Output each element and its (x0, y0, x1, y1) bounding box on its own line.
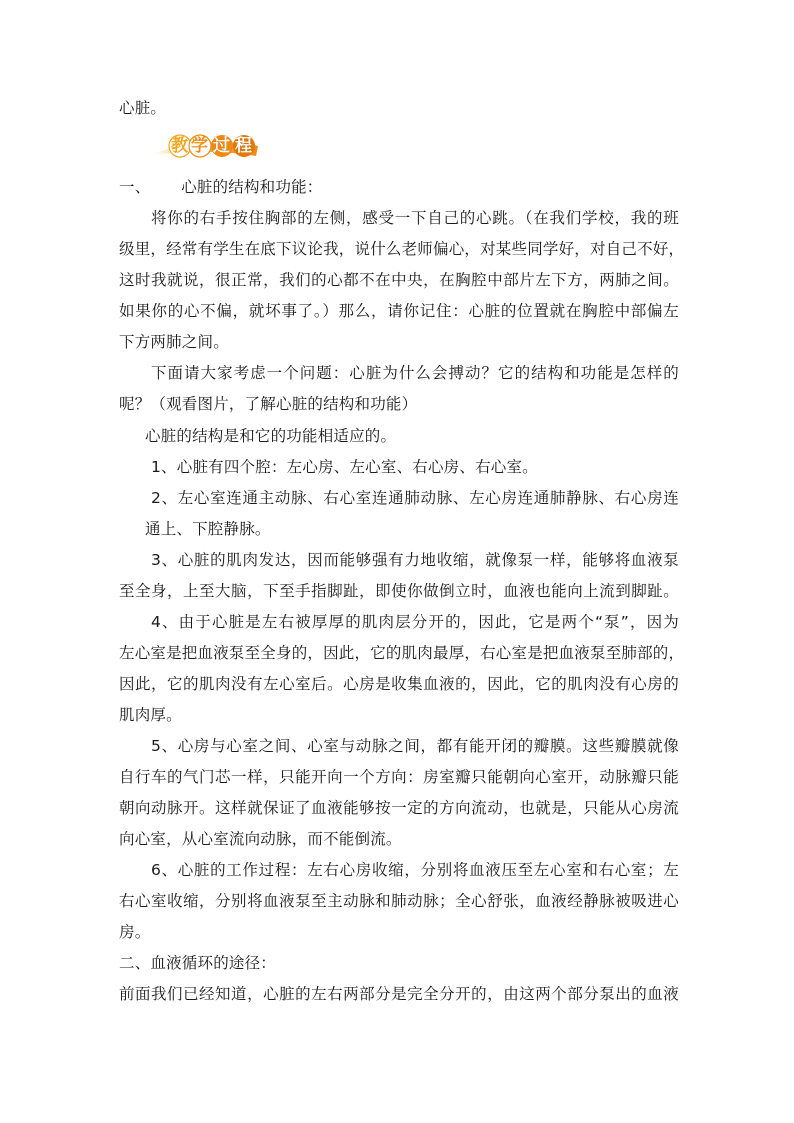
text-line: 向心室，从心室流向动脉，而不能倒流。 (119, 830, 402, 848)
section-heading: 二、血液循环的途径： (119, 954, 277, 972)
text-line: 这时我就说，很正常，我们的心都不在中央，在胸腔中部片左下方，两肺之间。 (119, 271, 679, 289)
text-line: 将你的右手按住胸部的左侧，感受一下自己的心跳。（在我们学校，我的班 (151, 209, 679, 227)
text-line: 级里，经常有学生在底下议论我，说什么老师偏心，对某些同学好，对自己不好， (119, 240, 685, 258)
text-line: 通上、下腔静脉。 (145, 520, 271, 538)
text-line: 房。 (119, 923, 151, 941)
text-line: 至全身，上至大脑，下至手指脚趾，即使你做倒立时，血液也能向上流到脚趾。 (119, 582, 679, 600)
banner-char: 教 (171, 136, 188, 156)
banner-char: 学 (191, 136, 208, 156)
list-item: 6、心脏的工作过程：左右心房收缩，分别将血液压至左心室和右心室；左 (151, 861, 679, 879)
section-heading: 一、 心脏的结构和功能： (119, 178, 323, 196)
list-item: 2、左心室连通主动脉、右心室连通肺动脉、左心房连通肺静脉、右心房连 (151, 489, 679, 507)
text-line: 右心室收缩，分别将血液泵至主动脉和肺动脉；全心舒张，血液经静脉被吸进心 (119, 892, 679, 910)
text-line: 心脏的结构是和它的功能相适应的。 (145, 427, 397, 445)
list-item: 1、心脏有四个腔：左心房、左心室、右心房、右心室。 (151, 458, 538, 476)
text-line: 因此，它的肌肉没有左心室后。心房是收集血液的，因此，它的肌肉没有心房的 (119, 675, 679, 693)
banner-char: 过 (213, 136, 230, 156)
text-line: 下方两肺之间。 (119, 333, 229, 351)
text-line: 朝向动脉开。这样就保证了血液能够按一定的方向流动，也就是，只能从心房流 (119, 799, 679, 817)
section-banner (152, 132, 262, 162)
list-item: 3、心脏的肌肉发达，因而能够强有力地收缩，就像泵一样，能够将血液泵 (151, 551, 679, 569)
text-line: 呢？（观看图片，了解心脏的结构和功能） (119, 395, 418, 413)
text-line: 心脏。 (119, 99, 167, 117)
text-line: 下面请大家考虑一个问题：心脏为什么会搏动？它的结构和功能是怎样的 (151, 364, 679, 382)
text-line: 肌肉厚。 (119, 706, 182, 724)
banner-char: 程 (235, 136, 252, 156)
text-line: 前面我们已经知道，心脏的左右两部分是完全分开的，由这两个部分泵出的血液 (119, 985, 679, 1003)
text-line: 左心室是把血液泵至全身的，因此，它的肌肉最厚，右心室是把血液泵至肺部的， (119, 644, 685, 662)
text-line: 如果你的心不偏，就坏事了。）那么，请你记住：心脏的位置就在胸腔中部偏左 (119, 302, 679, 320)
list-item: 5、心房与心室之间、心室与动脉之间，都有能开闭的瓣膜。这些瓣膜就像 (151, 737, 679, 755)
list-item: 4、由于心脏是左右被厚厚的肌肉层分开的，因此，它是两个“泵”，因为 (151, 613, 679, 631)
text-line: 自行车的气门芯一样，只能开向一个方向：房室瓣只能朝向心室开，动脉瓣只能 (119, 768, 679, 786)
